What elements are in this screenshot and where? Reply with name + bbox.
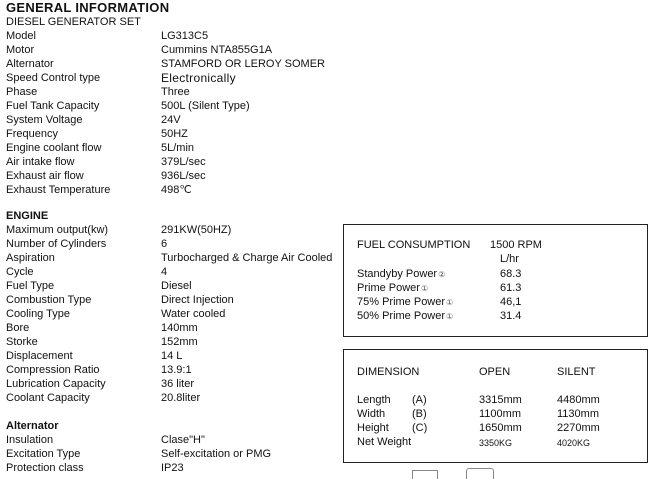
engine-value: Water cooled	[161, 308, 226, 320]
dimension-silent-value: 4480mm	[557, 394, 600, 406]
page-subtitle: DIESEL GENERATOR SET	[6, 16, 141, 28]
general-value: Three	[161, 86, 190, 98]
general-value: 379L/sec	[161, 156, 206, 168]
engine-label: Aspiration	[6, 252, 55, 264]
footnote-mark: ①	[420, 284, 429, 293]
fuel-row-label: Prime Power①	[357, 282, 429, 294]
dimension-open-value: 3315mm	[479, 394, 522, 406]
engine-label: Cooling Type	[6, 308, 71, 320]
alternator-label: Protection class	[6, 462, 84, 474]
alternator-value: Clase"H"	[161, 434, 205, 446]
alternator-label: Excitation Type	[6, 448, 81, 460]
engine-value: Diesel	[161, 280, 192, 292]
engine-value: Turbocharged & Charge Air Cooled	[161, 252, 333, 264]
dimension-open-value: 1650mm	[479, 422, 522, 434]
engine-value: 20.8liter	[161, 392, 201, 404]
engine-label: Lubrication Capacity	[6, 378, 106, 390]
dimension-col-open: OPEN	[479, 366, 511, 378]
engine-value: Direct Injection	[161, 294, 234, 306]
engine-heading: ENGINE	[6, 210, 49, 222]
general-value: LG313C5	[161, 30, 209, 42]
general-label: Engine coolant flow	[6, 142, 102, 154]
general-value: 24V	[161, 114, 181, 126]
dimension-heading: DIMENSION	[357, 366, 420, 378]
dimension-row-label: Height	[357, 422, 389, 434]
fuel-unit: L/hr	[500, 253, 519, 265]
alternator-label: Insulation	[6, 434, 54, 446]
fuel-row-label: 50% Prime Power①	[357, 310, 454, 322]
fuel-rpm: 1500 RPM	[490, 239, 542, 251]
general-label: Phase	[6, 86, 38, 98]
dimension-row-code: (B)	[412, 408, 427, 420]
engine-value: 291KW(50HZ)	[161, 224, 232, 236]
general-value: Electronically	[161, 71, 236, 85]
footnote-mark: ①	[446, 298, 454, 307]
engine-value: 140mm	[161, 322, 198, 334]
fuel-row-label: 75% Prime Power①	[357, 296, 454, 308]
dimension-row-label: Width	[357, 408, 386, 420]
engine-label: Fuel Type	[6, 280, 55, 292]
general-value: STAMFORD OR LEROY SOMER	[161, 58, 326, 70]
general-value: 936L/sec	[161, 170, 206, 182]
dimension-row-code: (C)	[412, 422, 428, 434]
fuel-consumption-heading: FUEL CONSUMPTION	[357, 239, 471, 251]
net-weight-label: Net Weight	[357, 436, 412, 448]
dimension-row-code: (A)	[412, 394, 427, 406]
fuel-row-value: 68.3	[500, 268, 522, 280]
general-value: 50HZ	[161, 128, 188, 140]
general-label: Exhaust air flow	[6, 170, 84, 182]
engine-value: 36 liter	[161, 378, 195, 390]
dimension-open-value: 1100mm	[479, 408, 521, 420]
general-label: Air intake flow	[6, 156, 75, 168]
general-value: 498℃	[161, 184, 192, 196]
fuel-row-label: Standyby Power②	[357, 268, 446, 280]
engine-value: 6	[161, 238, 168, 250]
engine-label: Cycle	[6, 266, 34, 278]
general-label: Frequency	[6, 128, 58, 140]
dimension-row-label: Length	[357, 394, 391, 406]
alternator-heading: Alternator	[6, 420, 59, 432]
engine-value: 14 L	[161, 350, 183, 362]
general-label: Speed Control type	[6, 72, 101, 84]
engine-value: 152mm	[161, 336, 198, 348]
engine-label: Storke	[6, 336, 38, 348]
cropped-image-fragment	[466, 468, 494, 479]
general-label: Model	[6, 30, 36, 42]
fuel-row-value: 46,1	[500, 296, 522, 308]
fuel-consumption-table	[343, 224, 648, 337]
general-value: 5L/min	[161, 142, 195, 154]
engine-label: Combustion Type	[6, 294, 92, 306]
general-label: Fuel Tank Capacity	[6, 100, 100, 112]
general-value: 500L (Silent Type)	[161, 100, 250, 112]
net-weight-open: 3350KG	[479, 438, 513, 448]
engine-label: Displacement	[6, 350, 73, 362]
net-weight-silent: 4020KG	[557, 438, 591, 448]
engine-label: Maximum output(kw)	[6, 224, 109, 236]
engine-label: Compression Ratio	[6, 364, 100, 376]
engine-value: 13.9:1	[161, 364, 192, 376]
dimension-silent-value: 2270mm	[557, 422, 600, 434]
fuel-row-value: 31.4	[500, 310, 522, 322]
dimension-table	[343, 349, 648, 463]
engine-label: Bore	[6, 322, 30, 334]
general-label: Motor	[6, 44, 35, 56]
general-value: Cummins NTA855G1A	[161, 44, 273, 56]
dimension-col-silent: SILENT	[557, 366, 596, 378]
footnote-mark: ②	[438, 270, 446, 279]
engine-label: Coolant Capacity	[6, 392, 90, 404]
dimension-silent-value: 1130mm	[557, 408, 599, 420]
footnote-mark: ①	[446, 312, 454, 321]
engine-label: Number of Cylinders	[6, 238, 107, 250]
engine-value: 4	[161, 266, 168, 278]
general-label: Exhaust Temperature	[6, 184, 111, 196]
general-label: Alternator	[6, 58, 54, 70]
general-label: System Voltage	[6, 114, 83, 126]
page-title: GENERAL INFORMATION	[6, 0, 170, 15]
fuel-row-value: 61.3	[500, 282, 522, 294]
alternator-value: IP23	[161, 462, 184, 474]
alternator-value: Self-excitation or PMG	[161, 448, 272, 460]
